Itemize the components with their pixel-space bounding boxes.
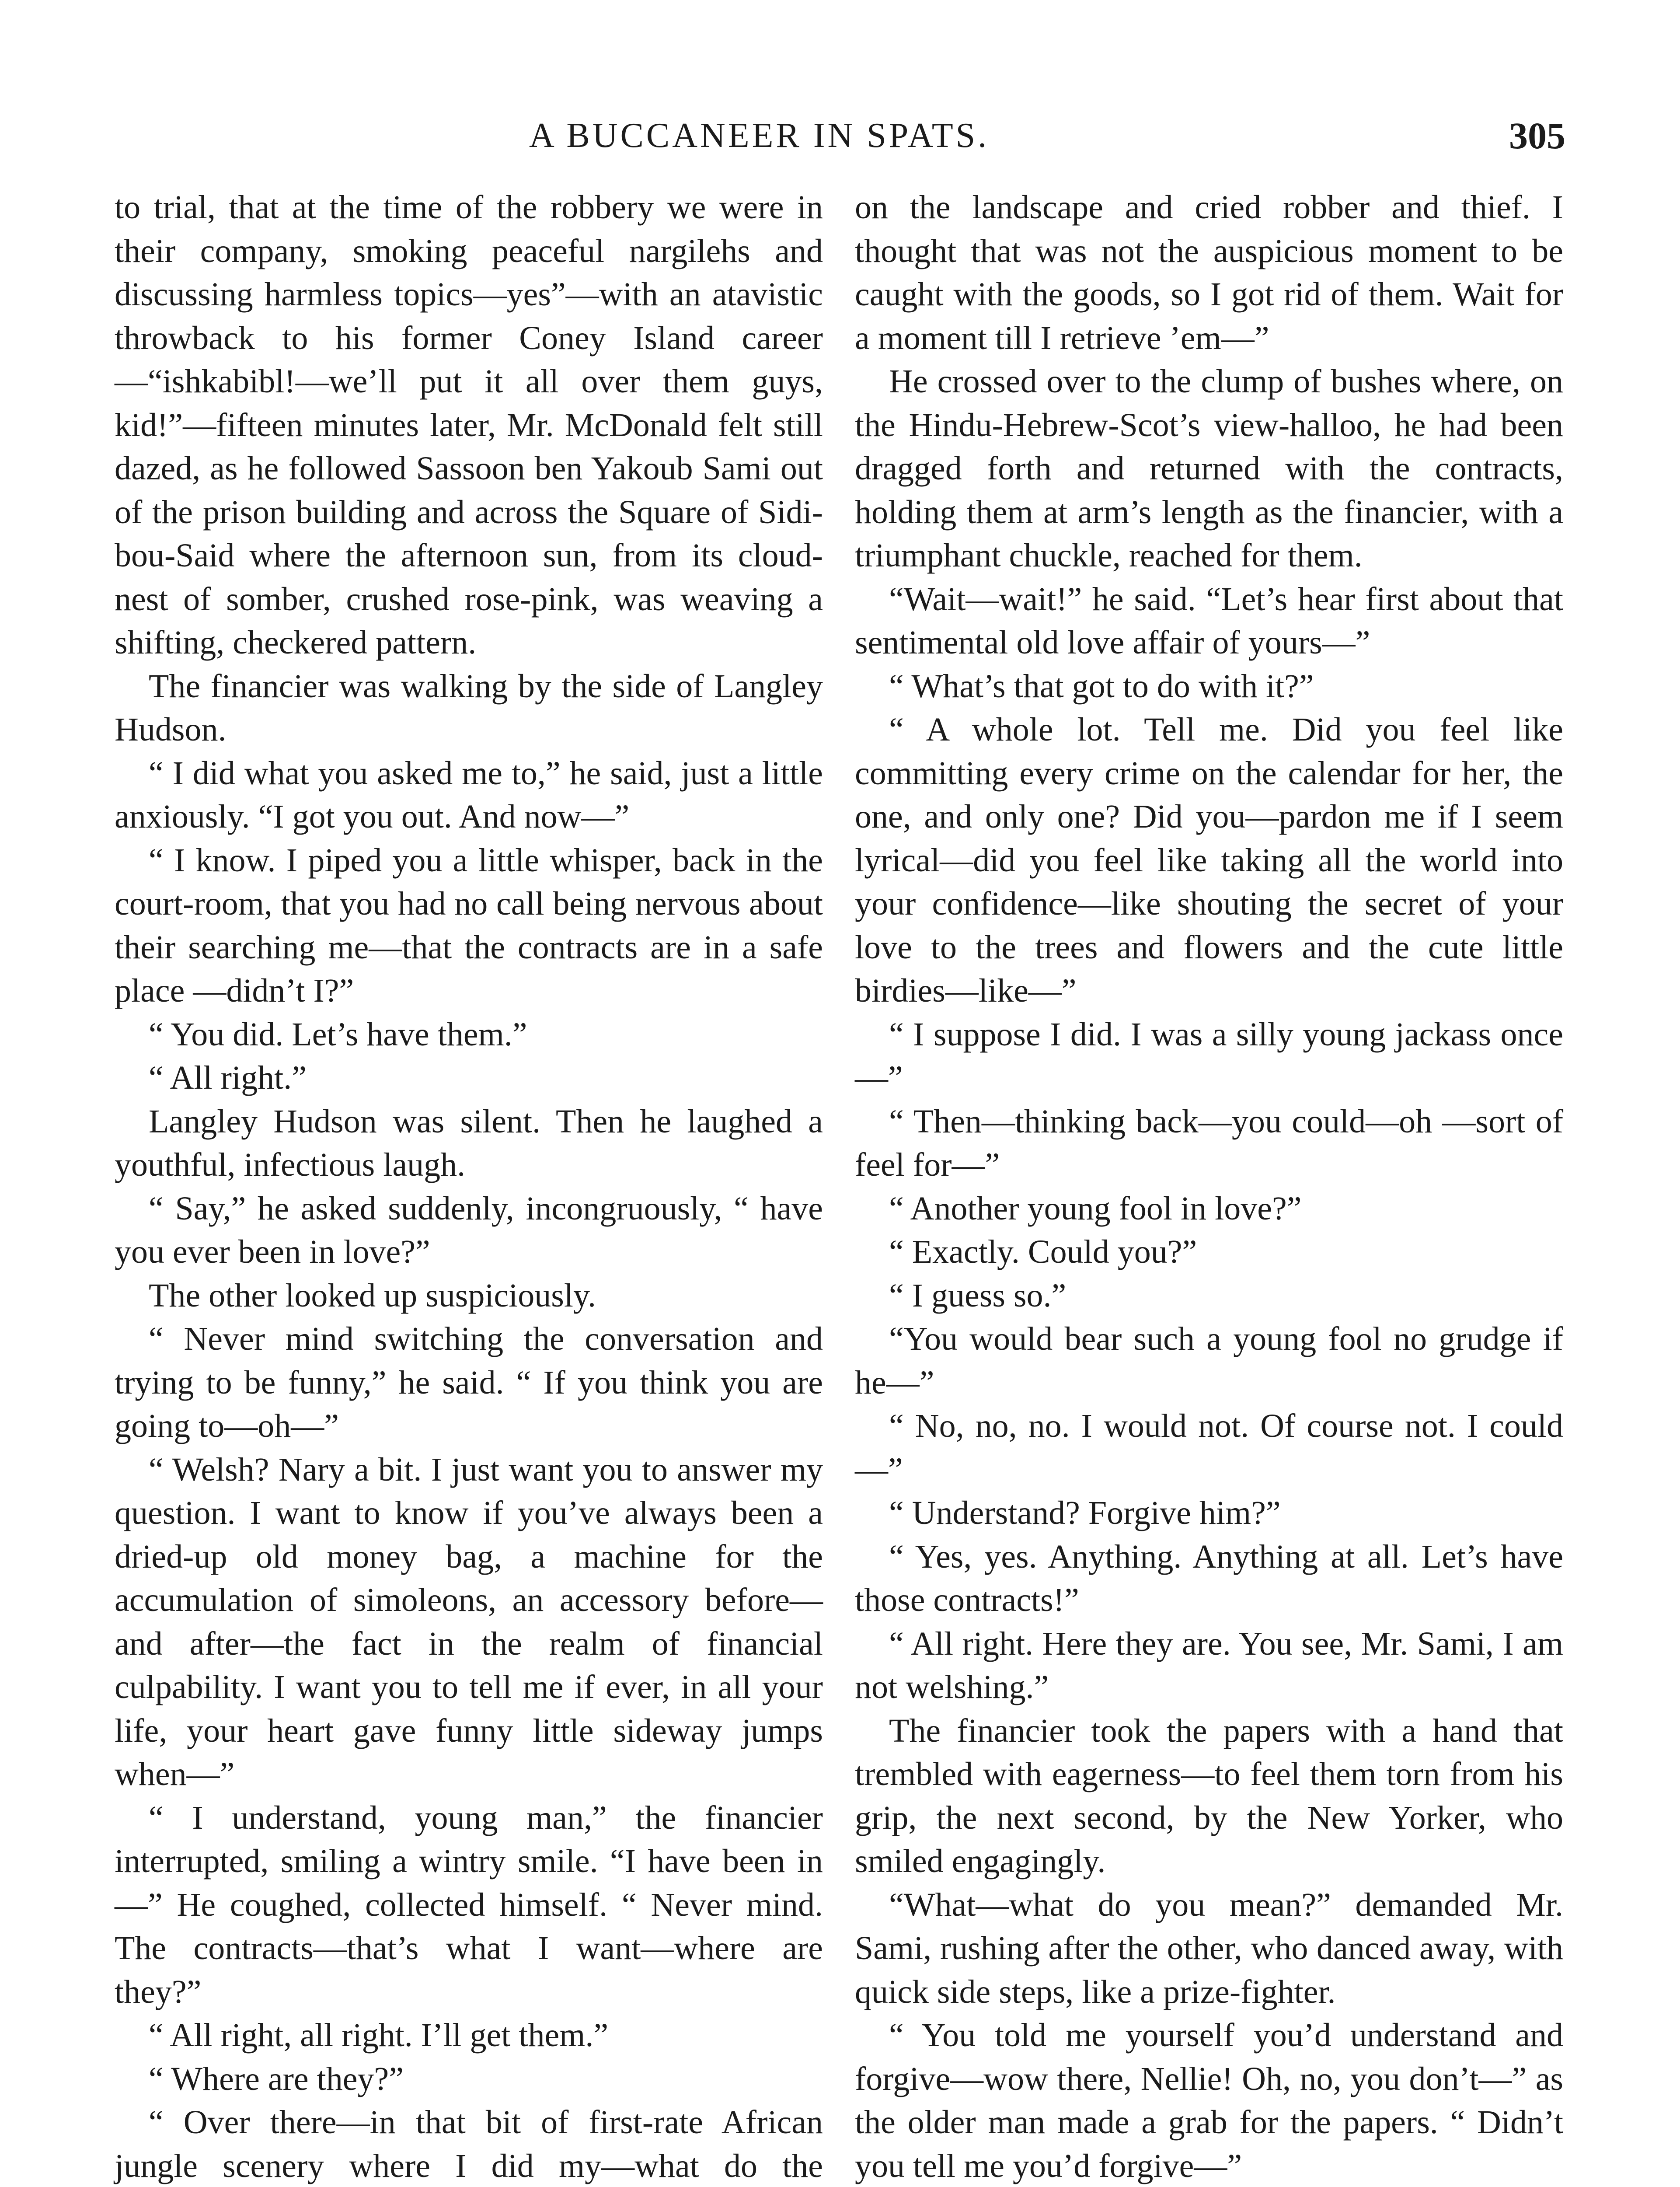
paragraph: “ Then—thinking back—you could—oh —sort of feel for—” [855, 1103, 1563, 1183]
paragraph: The other looked up suspiciously. [149, 1277, 596, 1314]
paragraph: “ A whole lot. Tell me. Did you feel like committing every crime on the calendar for her, the one, and only one? Did you—pardon me if I seem lyrical—did you feel like taking all the world into your confidence—like shouting the secret of your love to the trees and flowers and the cute little birdies—like—” [855, 711, 1563, 1009]
paragraph: to trial, that at the time of the robbery we were in their company, smoking peaceful nargilehs and discussing harmless topics—yes”—with an atavistic throwback to his former Coney Island career—“ishkabibl!—we’ll put it all over them guys, kid!”—fifteen minutes later, Mr. McDonald felt still dazed, as he followed Sassoon ben Yakoub Sami out of the prison building and across the Square of Sidi-bou-Said where the afternoon sun, from its cloud-nest of somber, crushed rose-pink, was weaving a shifting, checkered pattern. [115, 189, 823, 661]
paragraph: “ All right.” [149, 1059, 307, 1096]
paragraph: “ Never mind switching the conversation and trying to be funny,” he said. “ If you think you are going to—oh—” [115, 1321, 823, 1444]
paragraph: “ I understand, young man,” the financier interrupted, smiling a wintry smile. “I have been in—” He coughed, collected himself. “ Never mind. The contracts—that’s what I want—where are they?” [115, 1799, 823, 2010]
paragraph: “ You told me yourself you’d understand and forgive—wow there, Nellie! Oh, no, you don’t—” as the older man made a grab for the papers. “ Didn’t you tell me you’d forgive—” [855, 2017, 1563, 2184]
paragraph: Langley Hudson was silent. Then he laughed a youthful, infectious laugh. [115, 1103, 823, 1183]
paragraph: He crossed over to the clump of bushes where, on the Hindu-Hebrew-Scot’s view-halloo, he had been dragged forth and returned with the contracts, holding them at arm’s length as the financier, with a triumphant chuckle, reached for them. [855, 363, 1563, 574]
page-number: 305 [1509, 115, 1565, 157]
paragraph: “ Over there—in that bit of first-rate African jungle scenery where I did my—what do the [115, 2104, 823, 2184]
paragraph: “ I guess so.” [889, 1277, 1067, 1314]
paragraph: “ Where are they?” [149, 2060, 404, 2097]
paragraph: The financier was walking by the side of Langley Hudson. [115, 667, 823, 748]
left-column [115, 186, 823, 2187]
paragraph: “ What’s that got to do with it?” [889, 667, 1314, 705]
paragraph: “ I suppose I did. I was a silly young jackass once—” [855, 1016, 1563, 1096]
paragraph: “You would bear such a young fool no grudge if he—” [855, 1321, 1563, 1401]
right-column [855, 186, 1563, 2187]
paragraph: “ All right. Here they are. You see, Mr. Sami, I am not welshing.” [855, 1625, 1563, 1705]
paragraph: “ All right, all right. I’ll get them.” [149, 2017, 609, 2054]
paragraph: “ Exactly. Could you?” [889, 1233, 1197, 1270]
paragraph: The financier took the papers with a hand that trembled with eagerness—to feel them torn from his grip, the next second, by the New Yorker, who smiled engagingly. [855, 1712, 1563, 1880]
paragraph: “ Yes, yes. Anything. Anything at all. Let’s have those contracts!” [855, 1538, 1563, 1618]
paragraph: “Wait—wait!” he said. “Let’s hear first about that sentimental old love affair of yours—” [855, 580, 1563, 661]
paragraph: “What—what do you mean?” demanded Mr. Sami, rushing after the other, who danced away, with quick side steps, like a prize-fighter. [855, 1886, 1563, 2010]
paragraph: “ Welsh? Nary a bit. I just want you to answer my question. I want to know if you’ve always been a dried-up old money bag, a machine for the accumulation of simoleons, an accessory before—and after—the fact in the realm of financial culpability. I want you to tell me if ever, in all your life, your heart gave funny little sideway jumps when—” [115, 1451, 823, 1792]
paragraph: “ No, no, no. I would not. Of course not. I could—” [855, 1408, 1563, 1488]
paragraph: “ Another young fool in love?” [889, 1190, 1302, 1227]
paragraph: “ I did what you asked me to,” he said, just a little anxiously. “I got you out. And now—” [115, 755, 823, 835]
paragraph: on the landscape and cried robber and thief. I thought that was not the auspicious moment to be caught with the goods, so I got rid of them. Wait for a moment till I retrieve ’em—” [855, 189, 1563, 356]
paragraph: “ I know. I piped you a little whisper, back in the court-room, that you had no call being nervous about their searching me—that the contracts are in a safe place —didn’t I?” [115, 842, 823, 1009]
paragraph: “ Say,” he asked suddenly, incongruously, “ have you ever been in love?” [115, 1190, 823, 1270]
running-head: A BUCCANEER IN SPATS. [529, 116, 990, 155]
paragraph: “ Understand? Forgive him?” [889, 1495, 1281, 1531]
page-header [114, 109, 1565, 162]
paragraph: “ You did. Let’s have them.” [149, 1016, 527, 1053]
